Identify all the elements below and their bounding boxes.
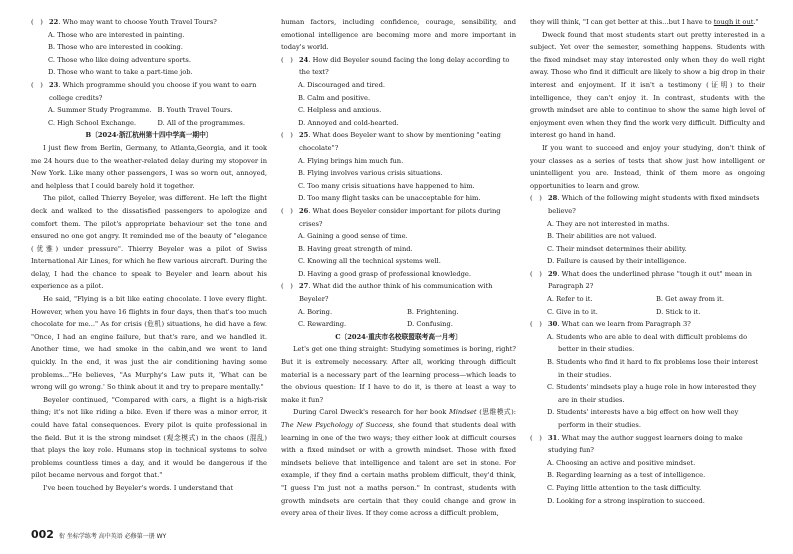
paragraph: If you want to succeed and enjoy your studying, don't think of your classes as a series of tests that show just how intelligent or unintelligent you are. Instead, think of them more as ongoing opportunities to learn and grow.	[530, 143, 765, 190]
option: C. Helpless and anxious.	[298, 106, 382, 115]
option: B. Having great strength of mind.	[298, 244, 413, 253]
paragraph: During Carol Dweck's research for her book Mindset (思维模式): The New Psychology of Success, she found that students deal with learning in one of the two ways; they either look at difficult courses with a fixed mindset or with a growth mindset. Those with fixed mindsets believe that intelligence and talent are set in stone. For example, if they find a certain maths problem difficult, they'd think, "I guess I'm just not a maths person." In contrast, students with growth mindsets are certain that they could change and grow in every area of their lives. If they come across a difficult problem,	[281, 408, 516, 518]
option: A. Gaining a good sense of time.	[298, 232, 408, 241]
question-24: ( ) 24. How did Beyeler sound facing the long delay according to the text?	[281, 55, 510, 77]
option: D. Failure is caused by their intelligence.	[547, 257, 687, 266]
footer-text: 衔 坐标学练考 高中英语 必修第一册 WY	[58, 533, 167, 540]
option: B. Their abilities are not valued.	[547, 232, 657, 241]
page-footer	[31, 530, 166, 542]
paragraph: I just flew from Berlin, Germany, to Atlanta,Georgia, and it took me 24 hours due to the weather-related delay during my stopover in New York. Like many other passengers, I was so worn out, annoyed, and helpless that I could barely hold it together.	[31, 143, 267, 190]
column-3	[530, 16, 765, 507]
option: B. Regarding learning as a test of intelligence.	[547, 471, 706, 480]
option-row: C. High School Exchange. D. All of the programmes.	[48, 118, 245, 127]
option: D. Students' interests have a big effect on how well they perform in their studies.	[547, 408, 739, 429]
option: A. They are not interested in maths.	[547, 219, 670, 228]
option: B. Those who are interested in cooking.	[48, 43, 183, 52]
paragraph: human factors, including confidence, courage, sensibility, and emotional intelligence are becoming more and more important in today's world.	[281, 18, 516, 52]
paragraph: He said, "Flying is a bit like eating chocolate. I love every flight. However, when you have 16 flights in four days, then that's too much chocolate for me..." As for crisis (危机) situations, he did have a few. "Once, I had an engine failure, but that's rare, and we handled it. Another time, we had smoke in the cabin,and we went to land quickly. In the end, it was just the air conditioning having some problems..."He believes, "As Murphy's Law puts it, 'What can be wrong will go wrong.' So think about it and try to prepare mentally."	[31, 295, 267, 392]
book-title: Mindset	[448, 408, 477, 417]
passage-c-heading: C〔2024·重庆市名校联盟联考高一月考〕	[335, 332, 462, 341]
option: D. Looking for a strong inspiration to succeed.	[547, 496, 705, 505]
option: B. Calm and positive.	[298, 93, 371, 102]
column-1	[31, 16, 267, 495]
option: A. Students who are able to deal with difficult problems do better in their studies.	[547, 332, 748, 354]
column-2	[281, 16, 516, 520]
option: B. Students who find it hard to fix problems lose their interest in their studies.	[547, 358, 759, 379]
option: C. Their mindset determines their ability.	[547, 244, 687, 253]
option: D. Those who want to take a part-time job.	[48, 68, 193, 77]
underlined-phrase: tough it out	[713, 18, 754, 26]
option: C. Knowing all the technical systems well.	[298, 257, 441, 266]
question-30: ( ) 30. What can we learn from Paragraph 3?	[530, 320, 691, 329]
passage-b-heading: B〔2024·浙江杭州第十四中学高一期中〕	[85, 131, 213, 140]
book-subtitle: The New Psychology of Success	[281, 421, 393, 429]
option-row: A. Boring. B. Frightening.	[298, 307, 459, 316]
question-26: ( ) 26. What does Beyeler consider important for pilots during crises?	[281, 206, 501, 228]
option: C. Paying little attention to the task difficulty.	[547, 483, 702, 492]
paragraph: Beyeler continued, "Compared with cars, a flight is a high-risk thing; it's not like riding a bike. Even if there was a minor error, it could have fatal consequences. Every pilot is quite professional in the field. But it is the strong mindset (观念模式) in the chaos (混乱) that plays the key role. Humans stop in technical systems to solve problems countless times a day, and it would be dangerous if the pilot became nervous and forgot that."	[31, 395, 267, 480]
paragraph: The pilot, called Thierry Beyeler, was different. He left the flight deck and walked to the dissatisfied passengers to apologize and comfort them. The pilot's appropriate behaviour set the tone and ensured no one got angry. It reminded me of the beauty of "elegance (优雅) under pressure". Thierry Beyeler was a pilot of Swiss International Air Lines, for which he flew various aircraft. During the delay, I had the chance to speak to Beyeler and learn about his experience as a pilot.	[31, 194, 267, 291]
option: D. Too many flight tasks can be unacceptable for him.	[298, 194, 481, 203]
option: C. Those who like doing adventure sports.	[48, 55, 191, 64]
question-31: ( ) 31. What may the author suggest learners doing to make studying fun?	[530, 433, 743, 455]
option: D. Annoyed and cold-hearted.	[298, 118, 399, 127]
paragraph: Dweck found that most students start out pretty interested in a subject. Yet over the semester, something happens. Students with the fixed mindset may stay interested only when they do well right away. Those who find it difficult are likely to show a big drop in their interest and enjoyment. If it isn't a testimony (证明) to their intelligence, they can't enjoy it. In contrast, students with the growth mindset are able to continue to show the same high level of enjoyment even when they find the work very difficult. Difficulty and interest go hand in hand.	[530, 30, 765, 140]
option: B. Flying involves various crisis situations.	[298, 169, 443, 178]
question-22: ( ) 22. Who may want to choose Youth Travel Tours?	[31, 18, 217, 26]
option: C. Students' mindsets play a huge role in how interested they are in their studies.	[547, 383, 757, 404]
option-row: C. Rewarding. D. Confusing.	[298, 320, 453, 329]
option: A. Flying brings him much fun.	[298, 156, 404, 165]
page-number: 002	[31, 528, 54, 541]
paragraph: Let's get one thing straight: Studying sometimes is boring, right? But it is extremely necessary. After all, working through difficult material is a necessary part of the learning process—which leads to the obvious question: If I have to do it, is there at least a way to make it fun?	[281, 345, 516, 404]
paragraph: I've been touched by Beyeler's words. I understand that	[43, 483, 234, 492]
option: C. Too many crisis situations have happened to him.	[298, 181, 475, 190]
option: A. Choosing an active and positive mindset.	[547, 458, 696, 467]
paragraph: they will think, "I can get better at this...but I have to tough it out."	[530, 18, 759, 26]
question-28: ( ) 28. Which of the following might students with fixed mindsets believe?	[530, 194, 760, 215]
option-row: A. Summer Study Programme. B. Youth Travel Tours.	[48, 106, 233, 115]
option: D. Having a good grasp of professional knowledge.	[298, 269, 471, 278]
question-27: ( ) 27. What did the author think of his communication with Beyeler?	[281, 282, 493, 304]
question-25: ( ) 25. What does Beyeler want to show by mentioning "eating chocolate"?	[281, 131, 501, 152]
option-row: A. Refer to it. B. Get away from it.	[547, 295, 724, 304]
option: A. Those who are interested in painting.	[48, 30, 185, 39]
question-23: ( ) 23. Which programme should you choose if you want to earn college credits?	[31, 80, 257, 102]
option-row: C. Give in to it. D. Stick to it.	[547, 307, 701, 316]
option: A. Discouraged and tired.	[298, 80, 386, 89]
question-29: ( ) 29. What does the underlined phrase "tough it out" mean in Paragraph 2?	[530, 269, 752, 291]
